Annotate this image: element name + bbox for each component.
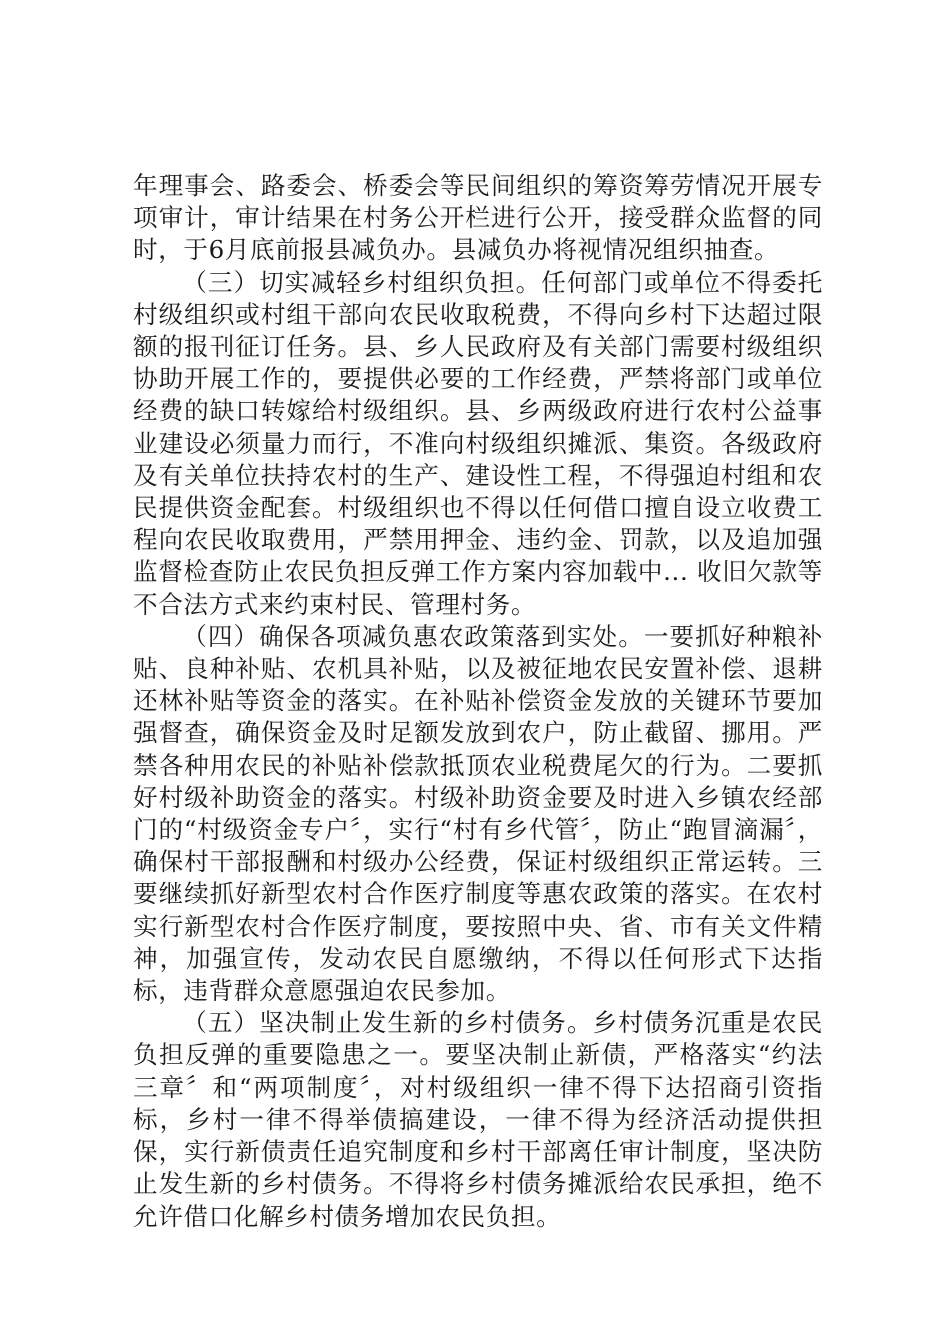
paragraph-section-5: （五）坚决制止发生新的乡村债务。乡村债务沉重是农民负担反弹的重要隐患之一。要坚决制止新债，严格落实“约法三章〞和“两项制度〞，对村级组织一律不得下达招商引资指标，乡村一律不得举债搞建设，一律不得为经济活动提供担保，实行新债责任追究制度和乡村干部离任审计制度，坚决防止发生新的乡村债务。不得将乡村债务摊派给农民承担，绝不允许借口化解乡村债务增加农民负担。 — [133, 1008, 823, 1231]
document-body — [133, 170, 823, 1233]
paragraph-section-3: （三）切实减轻乡村组织负担。任何部门或单位不得委托村级组织或村组干部向农民收取税费，不得向乡村下达超过限额的报刊征订任务。县、乡人民政府及有关部门需要村级组织协助开展工作的，要提供必要的工作经费，严禁将部门或单位经费的缺口转嫁给村级组织。县、乡两级政府进行农村公益事业建设必须量力而行，不准向村级组织摊派、集资。各级政府及有关单位扶持农村的生产、建设性工程，不得强迫村组和农民提供资金配套。村级组织也不得以任何借口擅自设立收费工程向农民收取费用，严禁用押金、违约金、罚款，以及追加强监督检查防止农民负担反弹工作方案内容加载中... 收旧欠款等不合法方式来约束村民、管理村务。 — [133, 267, 823, 619]
paragraph-section-4: （四）确保各项减负惠农政策落到实处。一要抓好种粮补贴、良种补贴、农机具补贴，以及被征地农民安置补偿、退耕还林补贴等资金的落实。在补贴补偿资金发放的关键环节要加强督查，确保资金及时足额发放到农户，防止截留、挪用。严禁各种用农民的补贴补偿款抵顶农业税费尾欠的行为。二要抓好村级补助资金的落实。村级补助资金要及时进入乡镇农经部门的“村级资金专户〞，实行“村有乡代管〞，防止“跑冒滴漏〞，确保村干部报酬和村级办公经费，保证村级组织正常运转。三要继续抓好新型农村合作医疗制度等惠农政策的落实。在农村实行新型农村合作医疗制度，要按照中央、省、市有关文件精神，加强宣传，发动农民自愿缴纳，不得以任何形式下达指标，违背群众意愿强迫农民参加。 — [133, 621, 823, 1006]
paragraph-continuation: 年理事会、路委会、桥委会等民间组织的筹资筹劳情况开展专项审计，审计结果在村务公开栏进行公开，接受群众监督的同时，于6月底前报县减负办。县减负办将视情况组织抽查。 — [133, 171, 823, 265]
